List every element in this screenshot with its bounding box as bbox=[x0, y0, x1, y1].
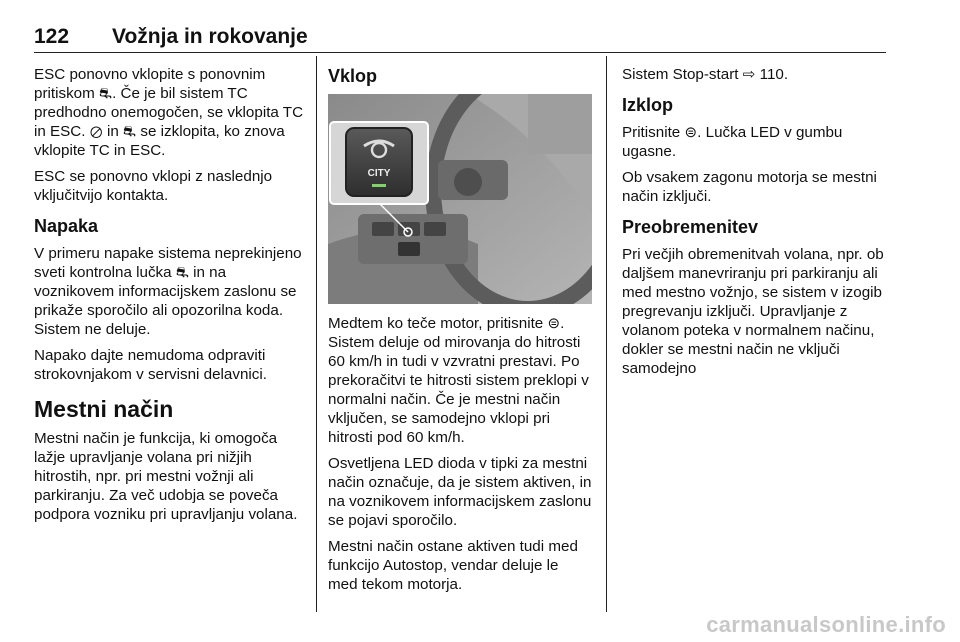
heading-mestni-nacin: Mestni način bbox=[34, 396, 174, 422]
paragraph-deactivate: Pritisnite ⊜. Lučka LED v gumbu ugasne. bbox=[622, 124, 843, 160]
paragraph-esc-reactivate: ESC ponovno vklopite s ponovnim pritiskom ⛐. Če je bil sistem TC predhodno onemogočen, se vklopita TC in ESC. ⊘ in ⛐ se izklopita, ko znova vklopite TC in ESC. bbox=[34, 66, 304, 159]
page-header bbox=[34, 22, 886, 53]
paragraph-overload: Pri večjih obremenitvah volana, npr. ob daljšem manevriranju pri parkiranju ali med mestno vožnjo, se sistem v izogib pregrevanju izključi. Upravljanje z volanom poteka v normalnem načinu, dokler se mestni način ne vključi samodejno bbox=[622, 246, 884, 377]
paragraph-autostop: Mestni način ostane aktiven tudi med funkcijo Autostop, vendar deluje le med tekom motorja. bbox=[328, 538, 578, 593]
paragraph-engine-start: Ob vsakem zagonu motorja se mestni način izključi. bbox=[622, 169, 877, 205]
dashboard-illustration bbox=[328, 94, 592, 304]
column-left bbox=[34, 65, 304, 531]
heading-napaka: Napaka bbox=[34, 216, 99, 236]
city-button-photo bbox=[328, 94, 592, 304]
column-middle bbox=[328, 65, 592, 601]
page-number: 122 bbox=[34, 25, 70, 48]
cross-reference-stop-start: Sistem Stop-start ⇨ 110. bbox=[622, 66, 789, 83]
heading-izklop: Izklop bbox=[622, 95, 674, 115]
paragraph-led: Osvetljena LED dioda v tipki za mestni način označuje, da je sistem aktiven, in na voznikovem informacijskem zaslonu se pojavi sporočilo. bbox=[328, 455, 592, 529]
heading-vklop: Vklop bbox=[328, 66, 378, 86]
paragraph-city-mode: Mestni način je funkcija, ki omogoča lažje upravljanje volana pri nižjih hitrostih, npr. pri mestni vožnji ali parkiranju. Za več udobja se poveča podpora vozniku pri upravljanju volana. bbox=[34, 430, 298, 523]
paragraph-esc-ignition: ESC se ponovno vklopi z naslednjo vključitvijo kontakta. bbox=[34, 168, 273, 204]
chapter-title: Vožnja in rokovanje bbox=[112, 25, 308, 48]
paragraph-activate: Medtem ko teče motor, pritisnite ⊜. Sistem deluje od mirovanja do hitrosti 60 km/h in tudi v vzvratni prestavi. Po prekoračitvi te hitrosti sistem preklopi v normalni način. Če je mestni način vključen, se samodejno vklopi pri hitrosti pod 60 km/h. bbox=[328, 315, 589, 446]
paragraph-fault: V primeru napake sistema neprekinjeno sveti kontrolna lučka ⛐ in na voznikovem informacijskem zaslonu se prikaže sporočilo ali opozorilna koda. Sistem ne deluje. bbox=[34, 245, 302, 338]
column-right bbox=[622, 65, 888, 385]
city-button-label: CITY bbox=[367, 168, 391, 179]
column-divider-1 bbox=[316, 56, 317, 612]
column-divider-2 bbox=[606, 56, 607, 612]
watermark: carmanualsonline.info bbox=[706, 612, 946, 637]
paragraph-fault-service: Napako dajte nemudoma odpraviti strokovnjakom v servisni delavnici. bbox=[34, 347, 267, 383]
heading-preobremenitev: Preobremenitev bbox=[622, 217, 759, 237]
